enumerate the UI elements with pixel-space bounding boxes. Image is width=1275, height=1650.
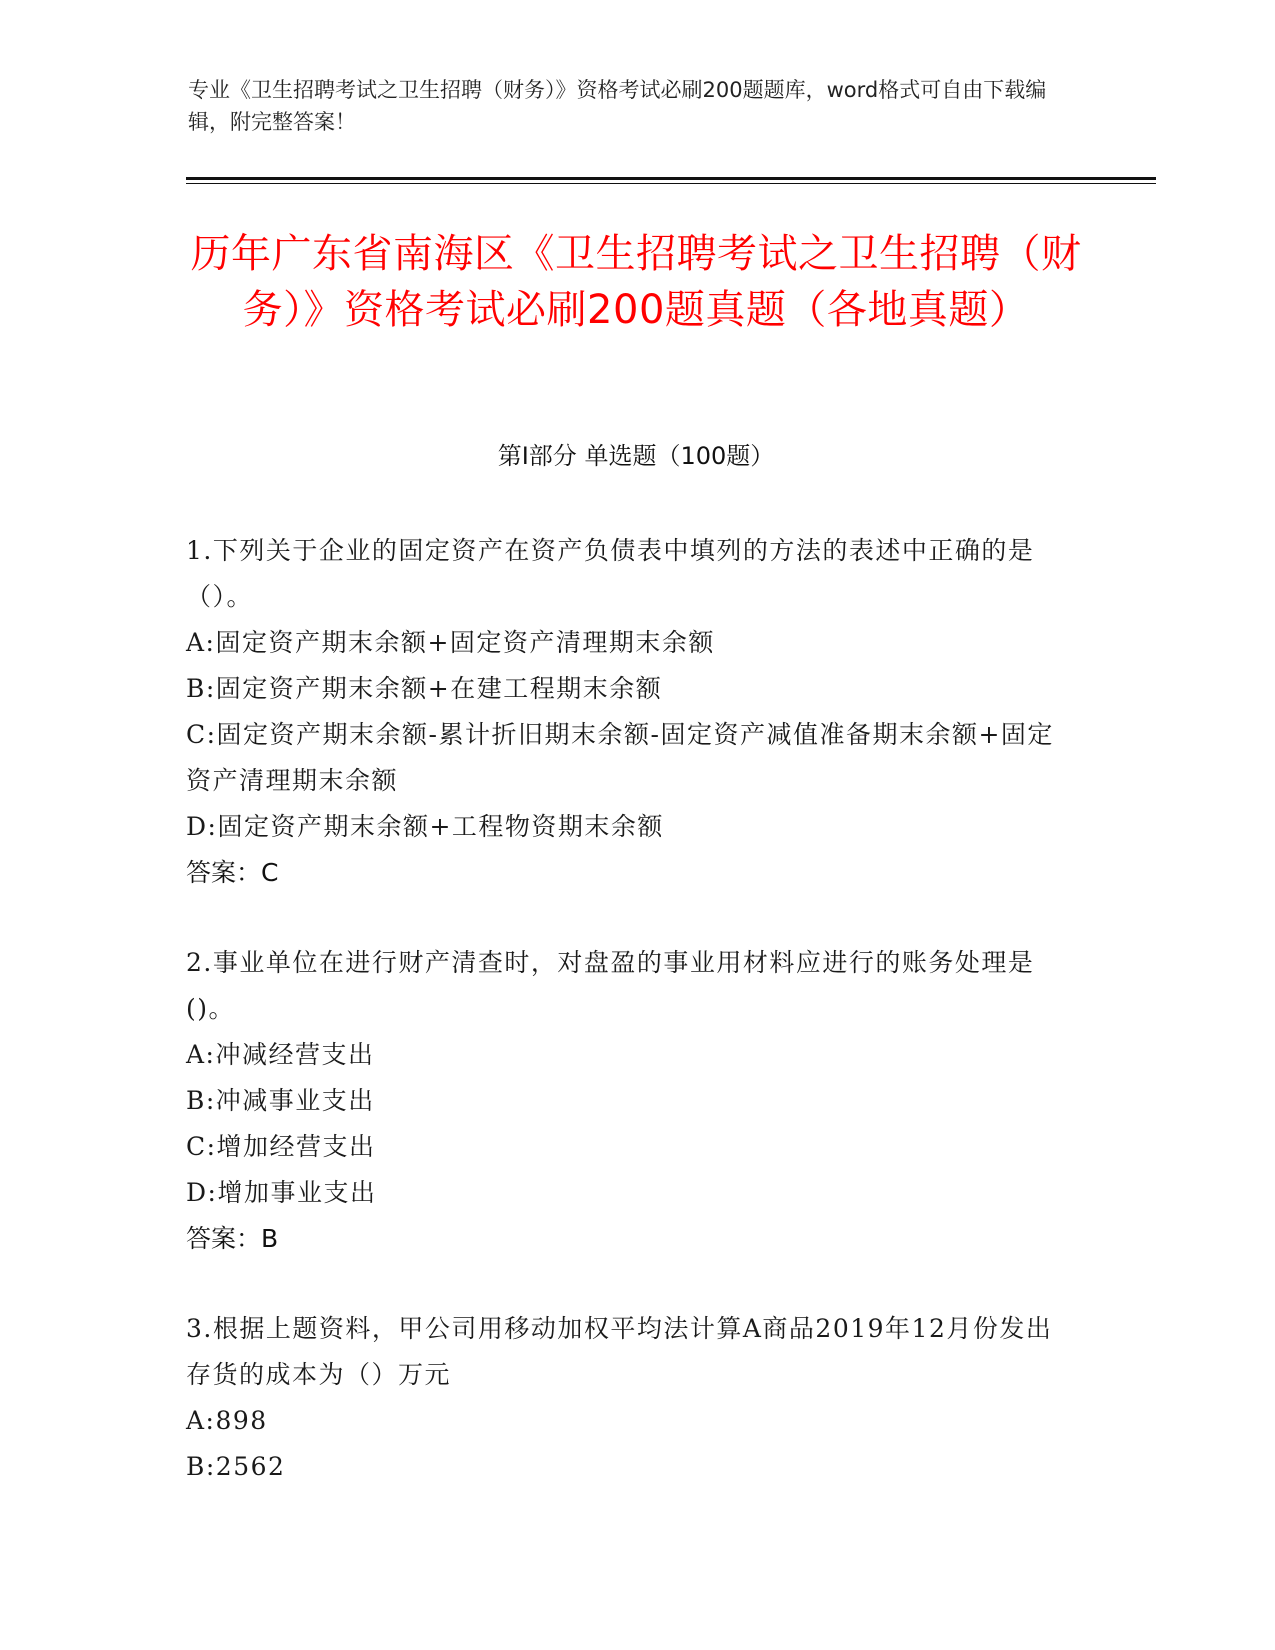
question-3 — [186, 1306, 1066, 1490]
option-a: A:898 — [186, 1406, 268, 1435]
option-a: A:固定资产期末余额+固定资产清理期末余额 — [186, 628, 715, 657]
question-stem: 1.下列关于企业的固定资产在资产负债表中填列的方法的表述中正确的是（）。 — [186, 536, 1035, 611]
option-b: B:固定资产期末余额+在建工程期末余额 — [186, 674, 663, 703]
question-stem: 3.根据上题资料，甲公司用移动加权平均法计算A商品2019年12月份发出存货的成本为（）万元 — [186, 1314, 1053, 1389]
option-a: A:冲减经营支出 — [186, 1040, 375, 1069]
option-c: C:固定资产期末余额-累计折旧期末余额-固定资产减值准备期末余额+固定资产清理期末余额 — [186, 720, 1054, 795]
option-c: C:增加经营支出 — [186, 1132, 376, 1161]
document-title: 历年广东省南海区《卫生招聘考试之卫生招聘（财务）》资格考试必刷200题真题（各地真题） — [190, 231, 1082, 333]
question-list — [186, 528, 1066, 1534]
header-divider-thick — [186, 177, 1156, 180]
question-1 — [186, 528, 1066, 896]
question-2 — [186, 940, 1066, 1262]
answer: 答案：B — [186, 1224, 279, 1253]
header-divider-thin — [186, 183, 1156, 184]
option-d: D:固定资产期末余额+工程物资期末余额 — [186, 812, 664, 841]
answer: 答案：C — [186, 858, 279, 887]
option-b: B:冲减事业支出 — [186, 1086, 375, 1115]
header-note: 专业《卫生招聘考试之卫生招聘（财务）》资格考试必刷200题题库，word格式可自由下载编辑，附完整答案！ — [188, 78, 1047, 134]
option-d: D:增加事业支出 — [186, 1178, 377, 1207]
question-stem: 2.事业单位在进行财产清查时，对盘盈的事业用材料应进行的账务处理是()。 — [186, 948, 1035, 1023]
option-b: B:2562 — [186, 1452, 286, 1481]
section-heading: 第Ⅰ部分 单选题（100题） — [497, 442, 775, 470]
